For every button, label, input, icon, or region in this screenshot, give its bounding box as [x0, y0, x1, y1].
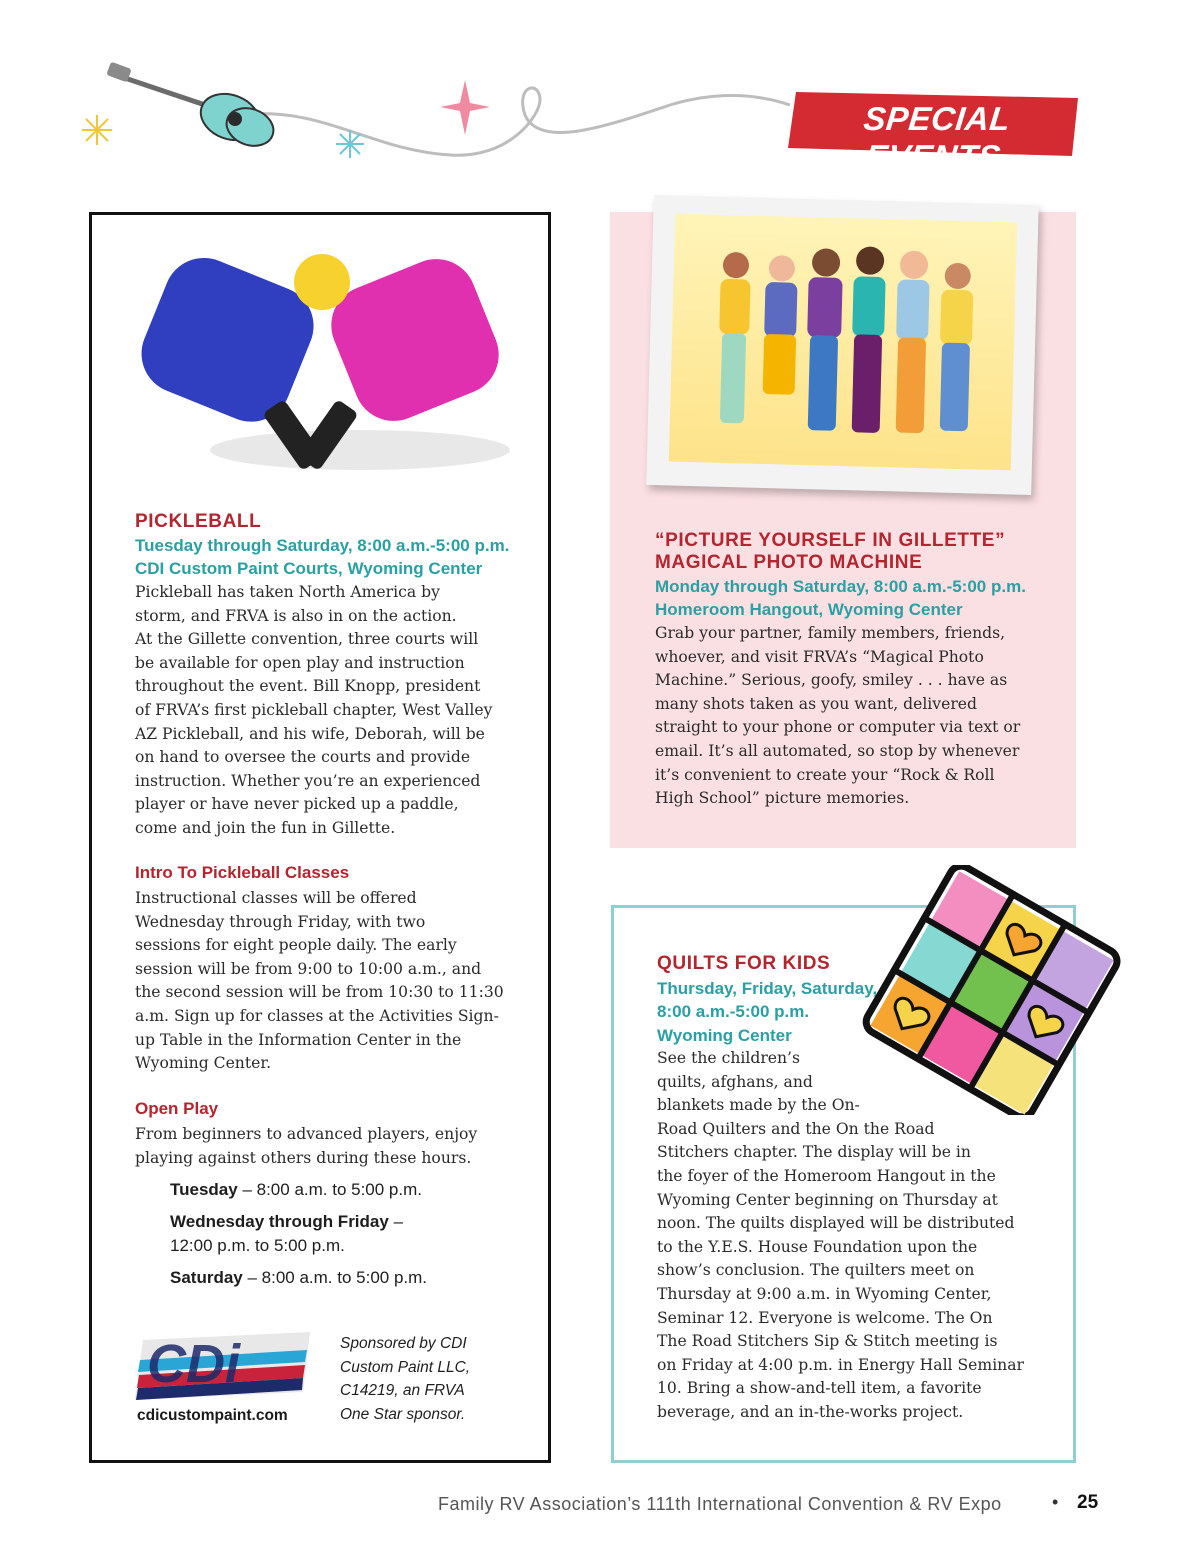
schedule-item: Tuesday – 8:00 a.m. to 5:00 p.m.	[170, 1180, 422, 1199]
sponsor-text: Sponsored by CDI Custom Paint LLC, C14219, an FRVA One Star sponsor.	[340, 1335, 471, 1423]
cdi-logo	[135, 1330, 315, 1402]
header-decoration	[70, 55, 830, 175]
photo-body: Grab your partner, family members, friends, whoever, and visit FRVA’s “Magical Photo Machine.” Serious, goofy, smiley . . . have as many shots taken as you want, delivered straight to your phone or computer via text or email. It’s all automated, so stop by whenever it’s convenient to create your “Rock & Roll High School” picture memories.	[655, 624, 1021, 808]
footer-separator: •	[1052, 1492, 1059, 1512]
sparkle-icon	[336, 130, 364, 158]
quilts-when-hours: 8:00 a.m.-5:00 p.m.	[657, 1002, 810, 1021]
schedule-item: Wednesday through Friday –	[170, 1212, 404, 1231]
person-icon	[805, 248, 844, 431]
quilts-when-days: Thursday, Friday, Saturday,	[657, 979, 878, 998]
open-play-body: From beginners to advanced players, enjoy playing against others during these hours.	[135, 1125, 478, 1167]
quilts-body: See the children’s quilts, afghans, and blankets made by the On- Road Quilters and the On the Road Stitchers chapter. The display will be in the foyer of the Homeroom Hangout in the Wyoming Center beginning on Thursday at noon. The quilts displayed will be distributed to the Y.E.S. House Foundation upon the show’s conclusion. The quilters meet on Thursday at 9:00 a.m. in Wyoming Center, Seminar 12. Everyone is welcome. The On The Road Stitchers Sip & Stitch meeting is on Friday at 4:00 p.m. in Energy Hall Seminar 10. Bring a show-and-tell item, a favorite beverage, and an in-the-works project.	[657, 1049, 1024, 1421]
pickleball-paddles-illustration	[140, 250, 510, 490]
schedule-item: Saturday – 8:00 a.m. to 5:00 p.m.	[170, 1268, 428, 1287]
quilts-title: QUILTS FOR KIDS	[657, 953, 831, 974]
person-icon	[850, 246, 887, 433]
pickleball-where: CDI Custom Paint Courts, Wyoming Center	[135, 559, 483, 578]
footer-text: Family RV Association’s 111th International Convention & RV Expo	[438, 1494, 1002, 1514]
ball-icon	[294, 254, 350, 310]
sponsor-url[interactable]: cdicustompaint.com	[137, 1407, 288, 1424]
person-icon	[717, 252, 751, 424]
classes-title: Intro To Pickleball Classes	[135, 863, 350, 882]
section-banner: SPECIAL EVENTS	[861, 100, 1013, 175]
person-icon	[938, 263, 974, 432]
photo-title-line1: “PICTURE YOURSELF IN GILLETTE”	[655, 530, 1006, 551]
group-photo-illustration	[669, 214, 1017, 471]
quilts-where: Wyoming Center	[657, 1026, 792, 1045]
person-icon	[763, 255, 799, 395]
photo-title-line2: MAGICAL PHOTO MACHINE	[655, 552, 923, 573]
page-number: 25	[1077, 1492, 1099, 1513]
star-icon	[440, 80, 490, 135]
person-icon	[894, 250, 931, 433]
pickleball-title: PICKLEBALL	[135, 511, 262, 532]
photo-when: Monday through Saturday, 8:00 a.m.-5:00 p.m.	[655, 577, 1026, 596]
sparkle-icon	[82, 115, 112, 145]
open-play-title: Open Play	[135, 1099, 219, 1118]
svg-text:CDi: CDi	[147, 1334, 240, 1394]
classes-body: Instructional classes will be offered Wednesday through Friday, with two sessions for eight people daily. The early session will be from 9:00 to 10:00 a.m., and the second session will be from 10:30 to 11:30 a.m. Sign up for classes at the Activities Sign- up Table in the Information Center in the Wyoming Center.	[135, 889, 504, 1073]
photo-where: Homeroom Hangout, Wyoming Center	[655, 600, 963, 619]
schedule-item: 12:00 p.m. to 5:00 p.m.	[170, 1236, 345, 1255]
pickleball-body: Pickleball has taken North America by storm, and FRVA is also in on the action. At the Gillette convention, three courts will be available for open play and instruction throughout the event. Bill Knopp, president of FRVA’s first pickleball chapter, West Valley AZ Pickleball, and his wife, Deborah, will be on hand to oversee the courts and provide instruction. Whether you’re an experienced player or have never picked up a paddle, come and join the fun in Gillette.	[135, 583, 493, 837]
pickleball-when: Tuesday through Saturday, 8:00 a.m.-5:00 p.m.	[135, 536, 510, 555]
guitar-icon	[106, 62, 278, 152]
